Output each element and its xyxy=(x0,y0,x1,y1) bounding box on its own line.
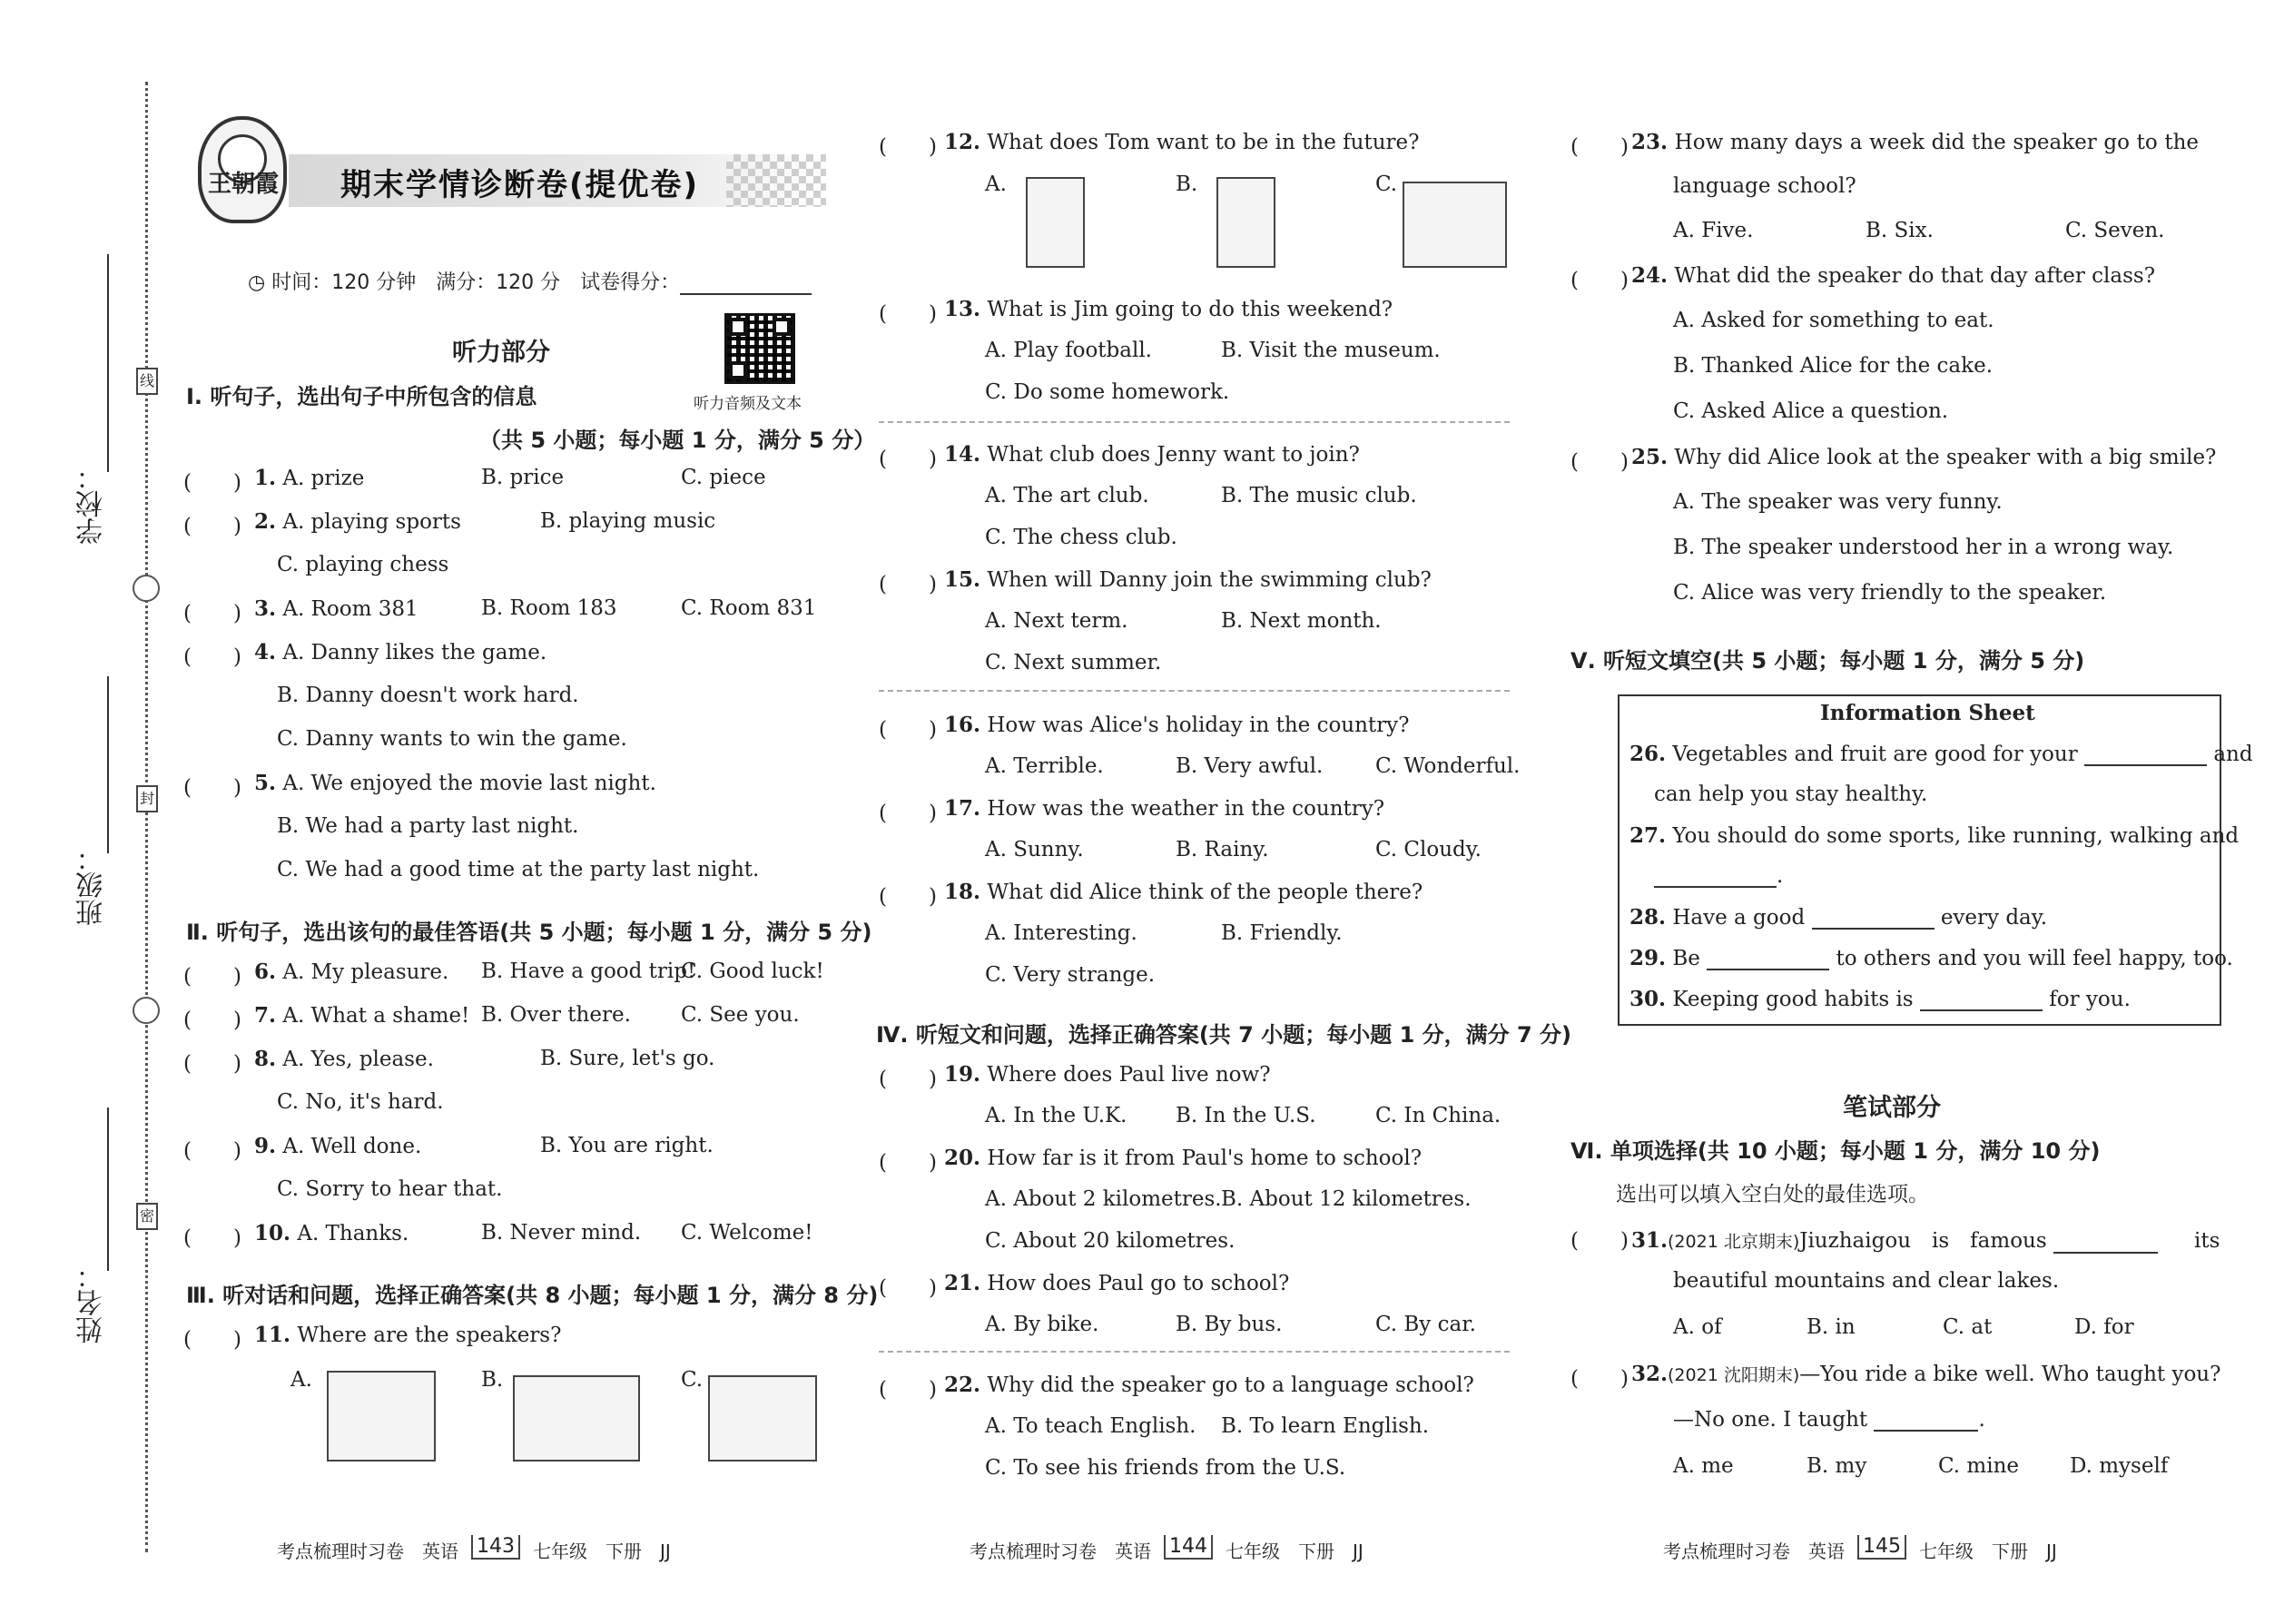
q13-option-c: C. Do some homework. xyxy=(985,380,1230,404)
answer-paren: ( ) xyxy=(879,1151,937,1175)
q24: 24. What did the speaker do that day after class? xyxy=(1631,263,2156,288)
q23-text-line2: language school? xyxy=(1673,174,1856,198)
answer-paren: ( ) xyxy=(183,602,241,625)
q20: 20. How far is it from Paul's home to school? xyxy=(944,1146,1423,1170)
teacher-image xyxy=(1403,182,1507,268)
q16-option-a: A. Terrible. xyxy=(985,754,1104,778)
seal-knot-icon xyxy=(133,997,160,1024)
answer-paren: ( ) xyxy=(1570,135,1629,159)
q7-option-b: B. Over there. xyxy=(481,1003,631,1027)
sec1-heading: Ⅰ. 听句子，选出句子中所包含的信息 xyxy=(186,384,537,409)
q9: 9. A. Well done. xyxy=(254,1134,422,1158)
answer-paren: ( ) xyxy=(183,471,241,495)
doctor-image xyxy=(1216,177,1275,268)
q31: 31.(2021 北京期末)Jiuzhaigou is famous its xyxy=(1631,1228,2220,1253)
q31-option-a: A. of xyxy=(1673,1315,1722,1339)
q16-option-b: B. Very awful. xyxy=(1176,754,1324,778)
q16-option-c: C. Wonderful. xyxy=(1375,754,1521,778)
q25-option-a: A. The speaker was very funny. xyxy=(1673,490,2003,514)
answer-paren: ( ) xyxy=(879,802,937,825)
q3-option-b: B. Room 183 xyxy=(481,596,617,620)
q4-option-c: C. Danny wants to win the game. xyxy=(277,727,627,751)
binding-dotted-line xyxy=(145,82,148,1552)
answer-paren: ( ) xyxy=(879,135,937,159)
q22-option-b: B. To learn English. xyxy=(1221,1414,1430,1438)
writing-section-title: 笔试部分 xyxy=(1843,1094,1941,1122)
blank-29[interactable] xyxy=(1707,969,1829,970)
answer-paren: ( ) xyxy=(879,573,937,596)
answer-paren: ( ) xyxy=(879,1068,937,1091)
q12: 12. What does Tom want to be in the future? xyxy=(944,130,1420,154)
q20-option-b: B. About 12 kilometres. xyxy=(1221,1187,1472,1211)
class-label: 班级： xyxy=(76,844,108,926)
q18-option-b: B. Friendly. xyxy=(1221,921,1343,945)
q4-option-b: B. Danny doesn't work hard. xyxy=(277,684,579,707)
qr-caption: 听力音频及文本 xyxy=(694,395,802,413)
footer-page-145: 考点梳理时习卷 英语 145 七年级 下册 JJ xyxy=(1663,1535,2057,1562)
q19-option-a: A. In the U.K. xyxy=(985,1104,1127,1127)
q23-option-c: C. Seven. xyxy=(2065,219,2165,242)
answer-paren: ( ) xyxy=(879,718,937,742)
q3: 3. A. Room 381 xyxy=(254,596,418,621)
logo-text: 王朝霞 xyxy=(207,171,279,198)
q21-option-c: C. By car. xyxy=(1375,1313,1476,1336)
blank-28[interactable] xyxy=(1812,928,1935,930)
page-number: 145 xyxy=(1857,1535,1906,1560)
q15-option-b: B. Next month. xyxy=(1221,609,1382,633)
page-title: 期末学情诊断卷(提优卷) xyxy=(340,167,700,203)
blank-31[interactable] xyxy=(2053,1252,2158,1254)
q31-line2: beautiful mountains and clear lakes. xyxy=(1673,1269,2060,1293)
clock-icon: ◷ xyxy=(248,271,266,294)
q18: 18. What did Alice think of the people there? xyxy=(944,880,1423,904)
q22: 22. Why did the speaker go to a language school? xyxy=(944,1373,1474,1397)
q18-option-c: C. Very strange. xyxy=(985,963,1156,987)
q12-label-a: A. xyxy=(985,172,1007,196)
school-line xyxy=(107,254,109,472)
seal-knot-icon xyxy=(133,575,160,602)
answer-paren: ( ) xyxy=(183,1052,241,1076)
qr-code-icon xyxy=(724,313,795,384)
q17: 17. How was the weather in the country? xyxy=(944,796,1385,821)
q27-line2: . xyxy=(1654,864,1783,888)
street-scene-image xyxy=(327,1371,436,1462)
answer-paren: ( ) xyxy=(183,965,241,989)
name-line xyxy=(107,1107,109,1271)
blank-26[interactable] xyxy=(2084,764,2207,766)
q23: 23. How many days a week did the speaker go to the xyxy=(1631,130,2200,154)
sec4-heading: Ⅳ. 听短文和问题，选择正确答案(共 7 小题；每小题 1 分，满分 7 分) xyxy=(876,1022,1572,1048)
q19-option-c: C. In China. xyxy=(1375,1104,1501,1127)
page-number: 144 xyxy=(1164,1535,1213,1560)
name-label: 姓名： xyxy=(76,1262,108,1343)
q17-option-b: B. Rainy. xyxy=(1176,838,1269,861)
q5-option-b: B. We had a party last night. xyxy=(277,814,579,838)
banner-checker-pattern xyxy=(726,154,826,207)
q31-option-c: C. at xyxy=(1943,1315,1993,1339)
divider xyxy=(879,1351,1510,1353)
time-info: ◷ 时间：120 分钟 满分：120 分 试卷得分： xyxy=(248,267,812,295)
q21-option-a: A. By bike. xyxy=(985,1313,1099,1336)
sec6-heading: Ⅵ. 单项选择(共 10 小题；每小题 1 分，满分 10 分) xyxy=(1570,1138,2101,1164)
q6: 6. A. My pleasure. xyxy=(254,960,449,984)
divider xyxy=(879,421,1510,423)
q6-option-c: C. Good luck! xyxy=(681,960,824,983)
q32-option-c: C. mine xyxy=(1938,1454,2019,1478)
q24-option-a: A. Asked for something to eat. xyxy=(1673,309,1994,332)
answer-paren: ( ) xyxy=(879,885,937,909)
q8-option-b: B. Sure, let's go. xyxy=(540,1047,715,1070)
q30: 30. Keeping good habits is for you. xyxy=(1629,987,2131,1011)
q32-option-b: B. my xyxy=(1807,1454,1867,1478)
q14-option-a: A. The art club. xyxy=(985,484,1149,507)
q10-option-b: B. Never mind. xyxy=(481,1221,642,1245)
q3-option-c: C. Room 831 xyxy=(681,596,817,620)
answer-paren: ( ) xyxy=(1570,1367,1629,1391)
q22-option-a: A. To teach English. xyxy=(985,1414,1196,1438)
q26: 26. Vegetables and fruit are good for your and xyxy=(1629,742,2253,766)
q15-option-a: A. Next term. xyxy=(985,609,1128,633)
cinema-image xyxy=(708,1375,817,1462)
answer-paren: ( ) xyxy=(183,1328,241,1352)
q11-label-b: B. xyxy=(481,1368,504,1392)
answer-paren: ( ) xyxy=(879,1378,937,1402)
q13-option-b: B. Visit the museum. xyxy=(1221,339,1441,362)
q32: 32.(2021 沈阳期末)—You ride a bike well. Who taught you? xyxy=(1631,1362,2221,1386)
score-blank xyxy=(680,293,812,295)
q5-option-c: C. We had a good time at the party last night. xyxy=(277,858,760,881)
q8-option-c: C. No, it's hard. xyxy=(277,1090,444,1114)
listening-section-title: 听力部分 xyxy=(452,339,550,367)
q23-option-b: B. Six. xyxy=(1866,219,1934,242)
q24-option-c: C. Asked Alice a question. xyxy=(1673,399,1949,423)
q9-option-c: C. Sorry to hear that. xyxy=(277,1177,503,1201)
q24-option-b: B. Thanked Alice for the cake. xyxy=(1673,354,1994,378)
seal-char-1: 线 xyxy=(136,368,158,395)
sec3-heading: Ⅲ. 听对话和问题，选择正确答案(共 8 小题；每小题 1 分，满分 8 分) xyxy=(186,1283,879,1308)
q12-label-c: C. xyxy=(1375,172,1398,196)
q16: 16. How was Alice's holiday in the country? xyxy=(944,713,1410,737)
sec2-heading: Ⅱ. 听句子，选出该句的最佳答语(共 5 小题；每小题 1 分，满分 5 分) xyxy=(186,920,872,945)
q13: 13. What is Jim going to do this weekend? xyxy=(944,297,1393,321)
q10-option-c: C. Welcome! xyxy=(681,1221,813,1245)
seal-char-2: 封 xyxy=(136,785,158,812)
q22-option-c: C. To see his friends from the U.S. xyxy=(985,1456,1346,1480)
q19: 19. Where does Paul live now? xyxy=(944,1062,1271,1087)
sec1-subheading: （共 5 小题；每小题 1 分，满分 5 分） xyxy=(479,428,876,453)
q7: 7. A. What a shame! xyxy=(254,1003,470,1028)
q2-option-c: C. playing chess xyxy=(277,553,449,576)
q32-option-a: A. me xyxy=(1673,1454,1734,1478)
q1-option-b: B. price xyxy=(481,466,565,489)
q23-option-a: A. Five. xyxy=(1673,219,1754,242)
q14-option-c: C. The chess club. xyxy=(985,526,1177,549)
answer-paren: ( ) xyxy=(879,448,937,471)
sec6-instruction: 选出可以填入空白处的最佳选项。 xyxy=(1616,1183,1929,1206)
q25: 25. Why did Alice look at the speaker with a big smile? xyxy=(1631,445,2217,469)
q25-option-b: B. The speaker understood her in a wrong way. xyxy=(1673,536,2174,559)
answer-paren: ( ) xyxy=(879,1276,937,1300)
q17-option-c: C. Cloudy. xyxy=(1375,838,1482,861)
q11-label-c: C. xyxy=(681,1368,704,1392)
answer-paren: ( ) xyxy=(183,1139,241,1163)
q2-option-b: B. playing music xyxy=(540,509,716,533)
footer-page-144: 考点梳理时习卷 英语 144 七年级 下册 JJ xyxy=(970,1535,1364,1562)
q17-option-a: A. Sunny. xyxy=(985,838,1084,861)
q28: 28. Have a good every day. xyxy=(1629,905,2048,930)
q13-option-a: A. Play football. xyxy=(985,339,1152,362)
footer-page-143: 考点梳理时习卷 英语 143 七年级 下册 JJ xyxy=(277,1535,671,1562)
logo-badge xyxy=(198,116,287,223)
answer-paren: ( ) xyxy=(1570,450,1629,474)
basketball-player-image xyxy=(1026,177,1085,268)
seal-char-3: 密 xyxy=(136,1203,158,1230)
answer-paren: ( ) xyxy=(183,776,241,800)
q21-option-b: B. By bus. xyxy=(1176,1313,1283,1336)
school-label: 学校： xyxy=(76,463,108,545)
q31-option-d: D. for xyxy=(2074,1315,2134,1339)
q32-line2: —No one. I taught . xyxy=(1673,1408,1985,1432)
q6-option-b: B. Have a good trip! xyxy=(481,960,696,983)
answer-paren: ( ) xyxy=(879,302,937,326)
divider xyxy=(879,690,1510,692)
q20-option-c: C. About 20 kilometres. xyxy=(985,1229,1236,1253)
q15-option-c: C. Next summer. xyxy=(985,651,1162,674)
q29: 29. Be to others and you will feel happy, too. xyxy=(1629,946,2233,970)
q14: 14. What club does Jenny want to join? xyxy=(944,442,1360,467)
sec5-heading: Ⅴ. 听短文填空(共 5 小题；每小题 1 分，满分 5 分) xyxy=(1570,648,2085,674)
classroom-image xyxy=(513,1375,640,1462)
answer-paren: ( ) xyxy=(183,1226,241,1250)
class-line xyxy=(107,676,109,853)
answer-paren: ( ) xyxy=(1570,1229,1629,1253)
answer-paren: ( ) xyxy=(183,645,241,669)
q32-option-d: D. myself xyxy=(2070,1454,2169,1478)
q25-option-c: C. Alice was very friendly to the speaker. xyxy=(1673,581,2107,605)
q9-option-b: B. You are right. xyxy=(540,1134,714,1157)
information-sheet-title: Information Sheet xyxy=(1820,701,2035,725)
q2: 2. A. playing sports xyxy=(254,509,461,534)
q14-option-b: B. The music club. xyxy=(1221,484,1417,507)
q12-label-b: B. xyxy=(1176,172,1198,196)
q26-line2: can help you stay healthy. xyxy=(1654,782,1928,806)
q15: 15. When will Danny join the swimming club? xyxy=(944,567,1432,592)
q1: 1. A. prize xyxy=(254,466,365,490)
q18-option-a: A. Interesting. xyxy=(985,921,1137,945)
answer-paren: ( ) xyxy=(183,515,241,538)
q1-option-c: C. piece xyxy=(681,466,766,489)
answer-paren: ( ) xyxy=(183,1009,241,1032)
blank-30[interactable] xyxy=(1920,1009,2043,1011)
q10: 10. A. Thanks. xyxy=(254,1221,409,1245)
answer-paren: ( ) xyxy=(1570,269,1629,292)
q27: 27. You should do some sports, like running, walking and xyxy=(1629,823,2240,848)
q4: 4. A. Danny likes the game. xyxy=(254,640,547,664)
q21: 21. How does Paul go to school? xyxy=(944,1271,1290,1295)
q7-option-c: C. See you. xyxy=(681,1003,800,1027)
page-number: 143 xyxy=(471,1535,520,1560)
q31-option-b: B. in xyxy=(1807,1315,1856,1339)
q8: 8. A. Yes, please. xyxy=(254,1047,434,1071)
q20-option-a: A. About 2 kilometres. xyxy=(985,1187,1222,1211)
q5: 5. A. We enjoyed the movie last night. xyxy=(254,771,656,795)
q11-label-a: A. xyxy=(290,1368,312,1392)
q19-option-b: B. In the U.S. xyxy=(1176,1104,1316,1127)
q11: 11. Where are the speakers? xyxy=(254,1323,562,1347)
blank-32[interactable] xyxy=(1874,1430,1978,1432)
blank-27[interactable] xyxy=(1654,886,1777,888)
